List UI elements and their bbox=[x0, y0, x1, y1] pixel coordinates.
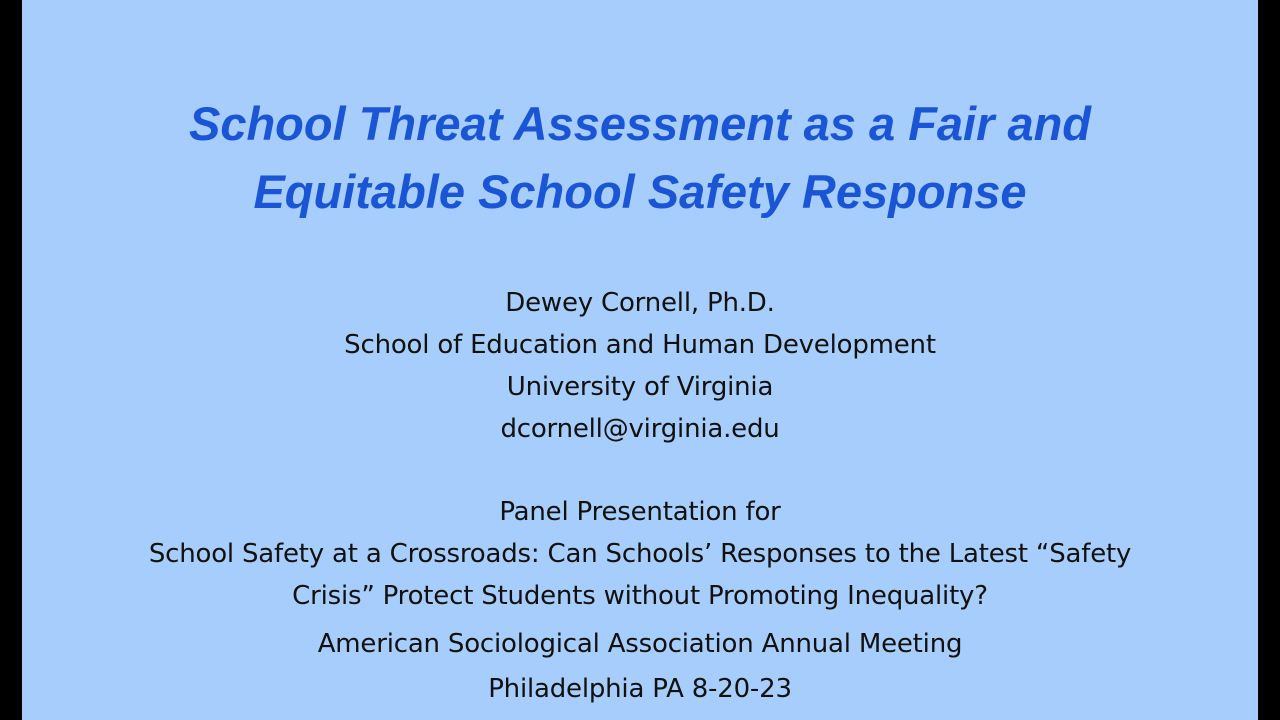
university: University of Virginia bbox=[506, 372, 774, 402]
author-name: Dewey Cornell, Ph.D. bbox=[505, 288, 775, 318]
panel-title-line-2: Crisis” Protect Students without Promoting Inequality? bbox=[292, 581, 988, 611]
department: School of Education and Human Development bbox=[344, 330, 936, 360]
title-line-2: Equitable School Safety Response bbox=[253, 165, 1027, 218]
location-date: Philadelphia PA 8-20-23 bbox=[488, 674, 792, 704]
slide bbox=[22, 0, 1258, 720]
conference: American Sociological Association Annual Meeting bbox=[317, 629, 963, 659]
panel-title-line-1: School Safety at a Crossroads: Can Schools’ Responses to the Latest “Safety bbox=[148, 539, 1132, 569]
title-line-1: School Threat Assessment as a Fair and bbox=[188, 97, 1092, 150]
panel-intro: Panel Presentation for bbox=[499, 497, 781, 527]
email: dcornell@virginia.edu bbox=[500, 414, 780, 444]
